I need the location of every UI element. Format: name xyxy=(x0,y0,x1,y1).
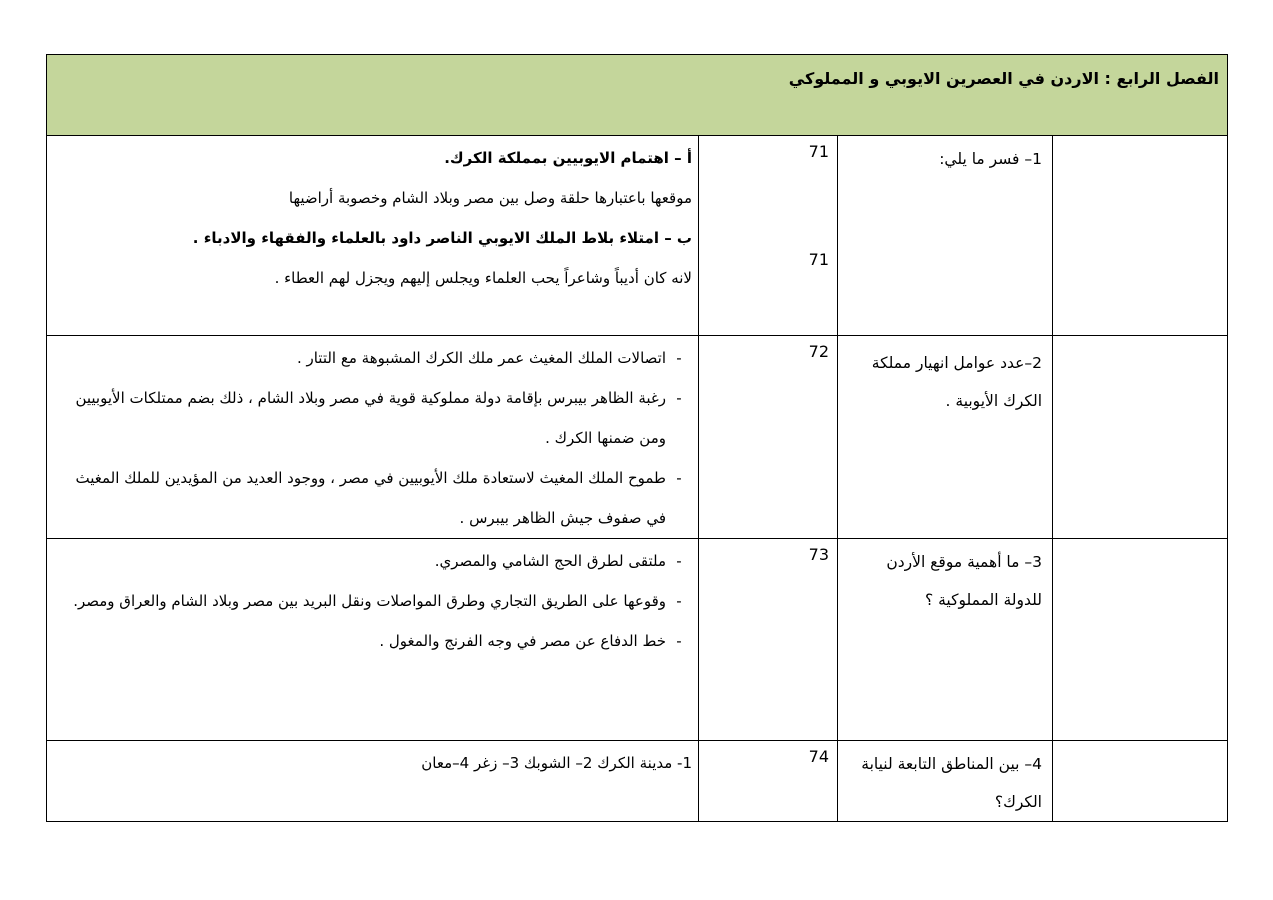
answer-1-b-text: لانه كان أديباً وشاعراً يحب العلماء ويجلس إليهم ويجزل لهم العطاء . xyxy=(274,269,692,287)
answer-1 xyxy=(47,136,698,298)
question-1: 1– فسر ما يلي: xyxy=(939,150,1042,168)
list-item: - رغبة الظاهر بيبرس بإقامة دولة مملوكية قوية في مصر وبلاد الشام ، ذلك بضم ممتلكات الأيوبيين ومن ضمنها الكرك . xyxy=(75,389,682,447)
questions-table xyxy=(46,54,1228,822)
answer-1-a-text: موقعها باعتبارها حلقة وصل بين مصر وبلاد الشام وخصوبة أراضيها xyxy=(288,189,692,207)
list-item: - ملتقى لطرق الحج الشامي والمصري. xyxy=(434,552,682,570)
answer-1-b-heading: ب – امتلاء بلاط الملك الايوبي الناصر داود بالعلماء والفقهاء والادباء . xyxy=(192,229,692,247)
answer-4 xyxy=(47,741,698,783)
chapter-title: الفصل الرابع : الاردن في العصرين الايوبي و المملوكي xyxy=(788,69,1219,88)
answer-3 xyxy=(47,539,698,661)
page-number: 74 xyxy=(808,747,829,766)
table-row xyxy=(47,136,1228,336)
list-item: - خط الدفاع عن مصر في وجه الفرنج والمغول . xyxy=(379,632,682,650)
question-3: 3– ما أهمية موقع الأردن للدولة المملوكية ؟ xyxy=(886,553,1042,609)
chapter-title-row xyxy=(47,55,1228,136)
page-ref-cell xyxy=(699,136,838,336)
answer-1-a-heading: أ – اهتمام الايوبيين بمملكة الكرك. xyxy=(444,149,692,167)
list-item: - اتصالات الملك المغيث عمر ملك الكرك المشبوهة مع التتار . xyxy=(296,349,682,367)
answer-4-text: 1- مدينة الكرك 2– الشوبك 3– زغر 4–معان xyxy=(421,754,692,772)
table-row xyxy=(47,336,1228,539)
answer-2 xyxy=(47,336,698,538)
page-number: 71 xyxy=(808,142,829,161)
table-row xyxy=(47,741,1228,822)
worksheet xyxy=(46,54,1227,822)
list-item: - طموح الملك المغيث لاستعادة ملك الأيوبيين في مصر ، ووجود العديد من المؤيدين للملك المغيث في صفوف جيش الظاهر بيبرس . xyxy=(75,469,682,527)
page-number: 71 xyxy=(808,250,829,269)
question-4: 4– بين المناطق التابعة لنيابة الكرك؟ xyxy=(861,755,1042,811)
list-item: - وقوعها على الطريق التجاري وطرق المواصلات ونقل البريد بين مصر وبلاد الشام والعراق ومصر. xyxy=(73,592,682,610)
question-2: 2–عدد عوامل انهيار مملكة الكرك الأيوبية . xyxy=(871,354,1042,410)
table-row xyxy=(47,539,1228,741)
page-number: 72 xyxy=(808,342,829,361)
page-number: 73 xyxy=(808,545,829,564)
